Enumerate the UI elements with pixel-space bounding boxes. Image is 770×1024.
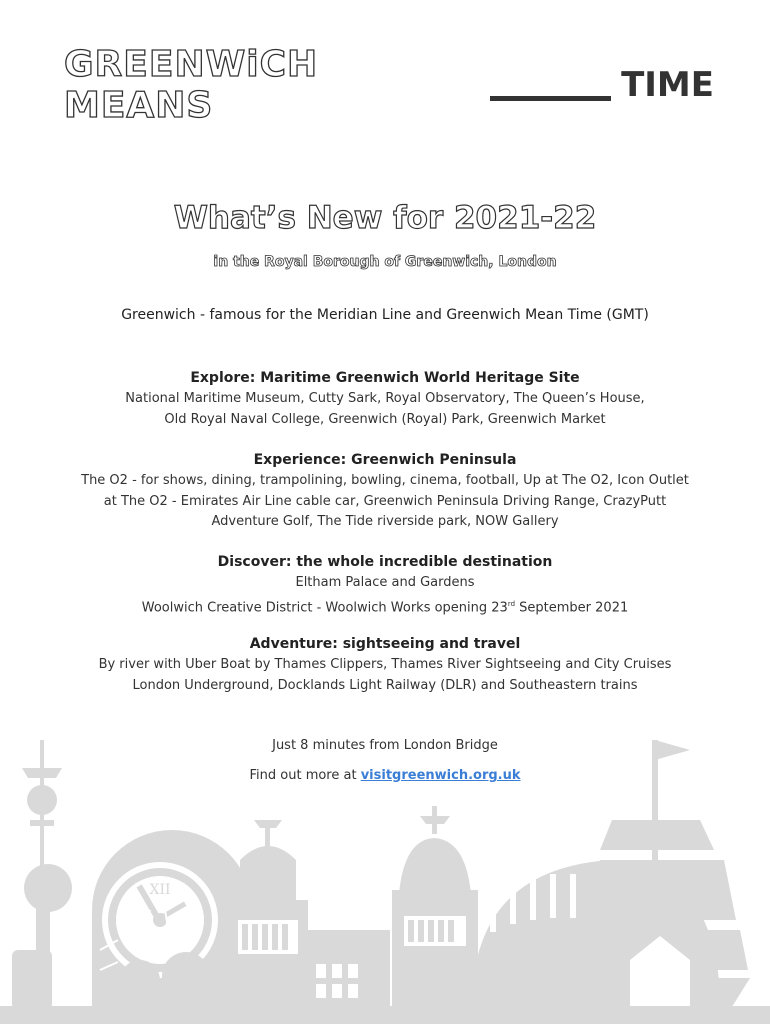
ship-flag-icon [655, 740, 690, 760]
section-explore [0, 370, 770, 430]
section-experience [0, 452, 770, 533]
section-line: Adventure Golf, The Tide riverside park, NOW Gallery [211, 514, 559, 529]
section-line: By river with Uber Boat by Thames Clippers, Thames River Sightseeing and City Cruises [98, 657, 672, 672]
brand-outline-text: GREENWiCH MEANS [64, 44, 319, 126]
woolwich-prefix: Woolwich Creative District - Woolwich Works opening 23 [141, 599, 508, 615]
weathervane-arrow-icon [22, 768, 62, 778]
clock-numeral: XII [149, 882, 171, 898]
tagline: Greenwich - famous for the Meridian Line and Greenwich Mean Time (GMT) [121, 307, 649, 323]
section-heading: Experience: Greenwich Peninsula [253, 452, 517, 468]
domed-building-body [392, 890, 478, 1006]
section-line: at The O2 - Emirates Air Line cable car, Greenwich Peninsula Driving Range, CrazyPutt [103, 493, 667, 509]
find-out-prefix: Find out more at [249, 768, 361, 783]
section-line: Old Royal Naval College, Greenwich (Royal) Park, Greenwich Market [164, 411, 606, 427]
observatory-dome-icon [24, 864, 72, 912]
brand-header [64, 44, 714, 126]
section-discover [0, 554, 770, 618]
greenwich-skyline-illustration [0, 720, 770, 1024]
naval-college-building [300, 930, 390, 1006]
section-line: The O2 - for shows, dining, trampolining, bowling, cinema, football, Up at The O2, Icon Outlet [81, 473, 689, 488]
page-title: What’s New for 2021-22 [173, 200, 597, 236]
section-line: Eltham Palace and Gardens [295, 575, 475, 590]
brand-solid-text: TIME [621, 65, 714, 105]
woolwich-suffix: September 2021 [515, 599, 629, 615]
section-adventure [0, 636, 770, 696]
weathervane-icon [254, 820, 282, 828]
section-line: London Underground, Docklands Light Railway (DLR) and Southeastern trains [132, 677, 638, 693]
tower-dome [240, 846, 296, 906]
ordinal-suffix: rd [507, 599, 516, 608]
brand-blank-line [490, 96, 612, 101]
time-ball-icon [27, 785, 57, 815]
section-heading: Discover: the whole incredible destination [217, 554, 553, 570]
page-subtitle: in the Royal Borough of Greenwich, London [213, 254, 557, 270]
woolwich-line [0, 594, 770, 619]
distance-note: Just 8 minutes from London Bridge [272, 738, 498, 753]
section-heading: Explore: Maritime Greenwich World Heritage Site [190, 370, 580, 386]
ship-sail-middle [588, 860, 736, 920]
visitgreenwich-link[interactable]: visitgreenwich.org.uk [360, 768, 521, 783]
section-line: National Maritime Museum, Cutty Sark, Royal Observatory, The Queen’s House, [125, 391, 645, 406]
section-heading: Adventure: sightseeing and travel [249, 636, 521, 652]
ship-sail-top [600, 820, 714, 850]
